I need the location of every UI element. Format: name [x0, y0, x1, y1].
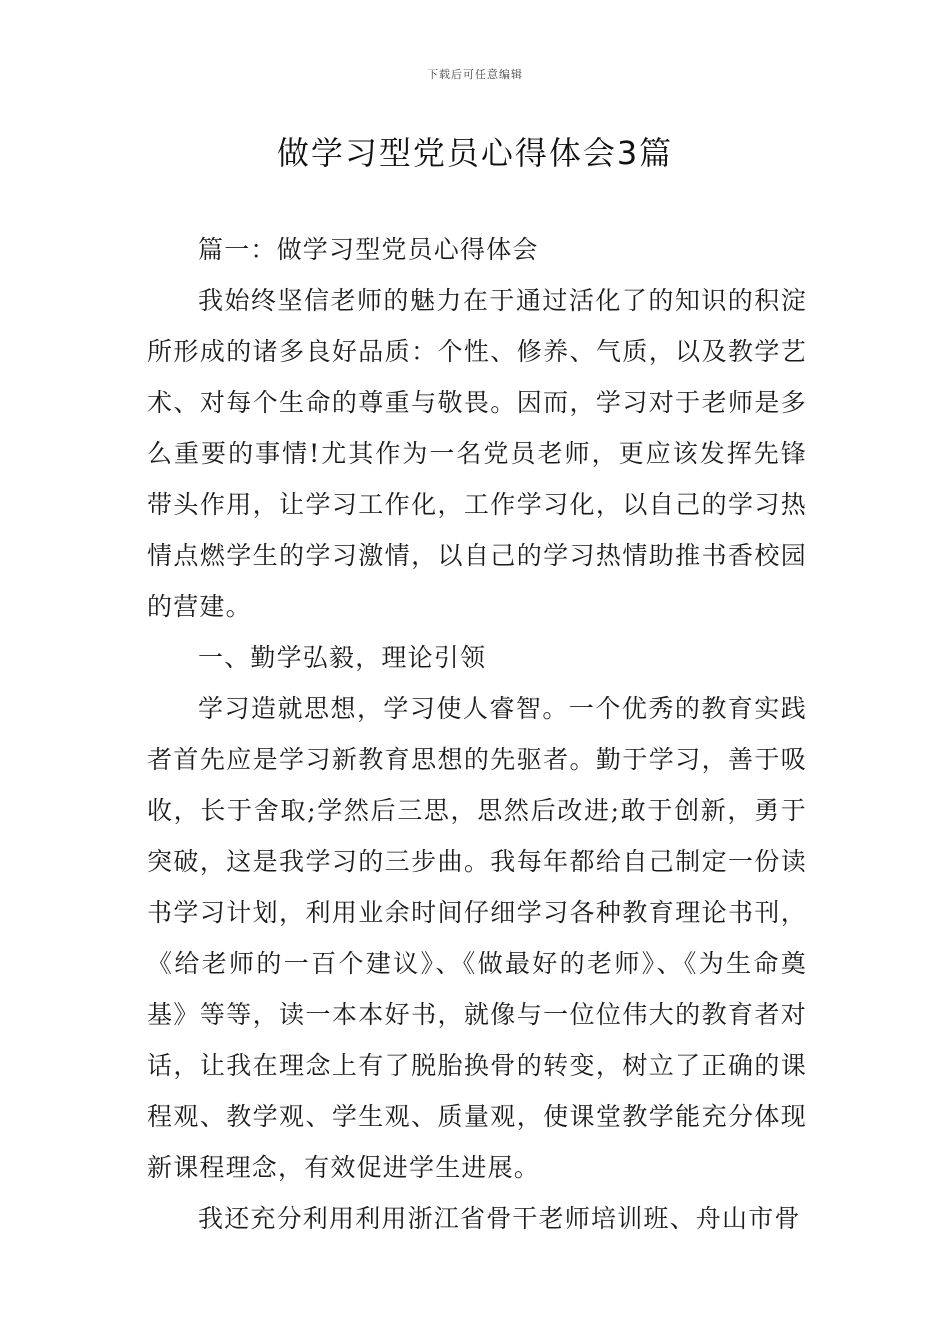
- document-title: 做学习型党员心得体会3篇: [276, 134, 674, 172]
- paragraph: 学习造就思想，学习使人睿智。一个优秀的教育实践者首先应是学习新教育思想的先驱者。勤于学习，善于吸收，长于舍取;学然后三思，思然后改进;敢于创新，勇于突破，这是我学习的三步曲。我每年都给自己制定一份读书学习计划，利用业余时间仔细学习各种教育理论书刊，《给老师的一百个建议》、《做最好的老师》、《为生命奠基》等等，读一本本好书，就像与一位位伟大的教育者对话，让我在理念上有了脱胎换骨的转变，树立了正确的课程观、教学观、学生观、质量观，使课堂教学能充分体现新课程理念，有效促进学生进展。: [147, 694, 807, 1182]
- subsection-heading: 一、勤学弘毅，理论引领: [198, 643, 487, 672]
- section-heading-part-one: 篇一：做学习型党员心得体会: [198, 235, 539, 264]
- document-body: [147, 224, 807, 1244]
- paragraph: 我还充分利用利用浙江省骨干老师培训班、舟山市骨: [198, 1204, 801, 1233]
- paragraph: 我始终坚信老师的魅力在于通过活化了的知识的积淀所形成的诸多良好品质：个性、修养、气质，以及教学艺术、对每个生命的尊重与敬畏。因而，学习对于老师是多么重要的事情!尤其作为一名党员老师，更应该发挥先锋带头作用，让学习工作化，工作学习化，以自己的学习热情点燃学生的学习激情，以自己的学习热情助推书香校园的营建。: [147, 286, 807, 621]
- header-note: 下载后可任意编辑: [427, 68, 523, 81]
